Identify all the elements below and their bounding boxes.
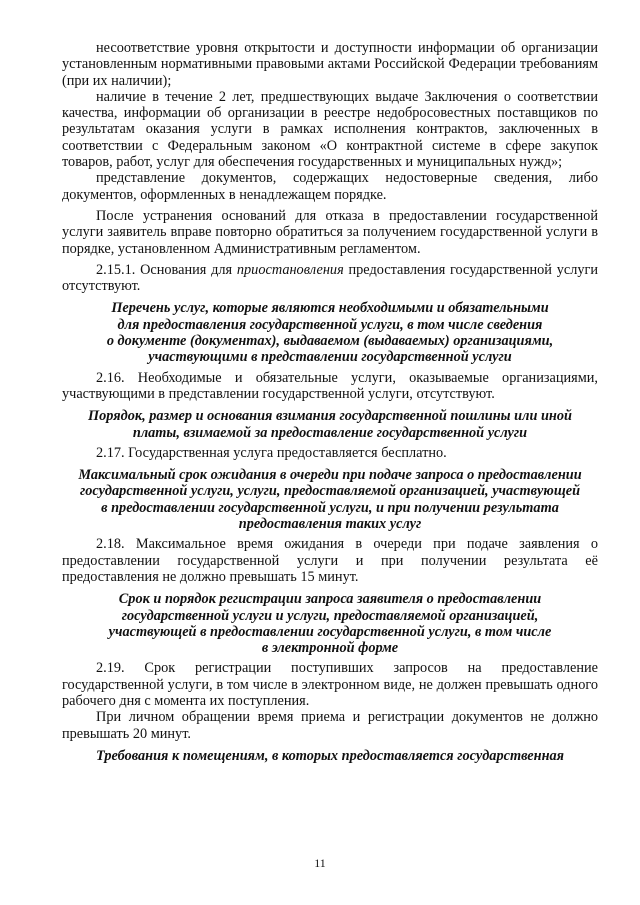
document-page: [62, 40, 598, 768]
heading-line: Максимальный срок ожидания в очереди при подаче запроса о предоставлении: [78, 467, 582, 484]
heading-registration: [62, 591, 598, 656]
paragraph-2-15-1-prefix: 2.15.1. Основания для: [96, 261, 237, 278]
heading-line: для предоставления государственной услуги, в том числе сведения: [117, 316, 543, 333]
heading-line: Требования к помещениям, в которых предоставляется государственная: [95, 747, 565, 764]
paragraph-registry: наличие в течение 2 лет, предшествующих выдаче Заключения о соответствии качества, информации об организации в реестре недобросовестных поставщиков по результатам оказания услуги в рамках исполнения контрактов, заключенных в соответствии с Федеральным законом «О контрактной системе в сфере закупок товаров, работ, услуг для обеспечения государственных и муниципальных нужд»;: [62, 88, 598, 171]
heading-line: государственной услуги и услуги, предоставляемой организацией,: [121, 607, 539, 624]
paragraph-2-19: 2.19. Срок регистрации поступивших запросов на предоставление государственной услуги, в том числе в электронном виде, не должен превышать одного рабочего дня с момента их поступления.: [62, 660, 598, 709]
heading-line: предоставления таких услуг: [238, 516, 422, 533]
heading-line: Перечень услуг, которые являются необходимыми и обязательными: [111, 300, 549, 317]
heading-premises: [62, 748, 598, 764]
paragraph-2-16: 2.16. Необходимые и обязательные услуги, оказываемые организациями, участвующими в представлении государственной услуги, отсутствуют.: [62, 369, 598, 402]
paragraph-2-18: 2.18. Максимальное время ожидания в очереди при подаче заявления о предоставлении государственной услуги и при получении результата её предоставления не должно превышать 15 минут.: [62, 536, 598, 585]
heading-line: участвующими в представлении государственной услуги: [148, 349, 512, 366]
heading-line: о документе (документах), выдаваемом (выдаваемых) организациями,: [106, 333, 554, 350]
heading-line: участвующей в предоставлении государственной услуги, в том числе: [108, 623, 552, 640]
paragraph-2-15-1-italic: приостановления: [236, 261, 344, 278]
heading-line: платы, взимаемой за предоставление государственной услуги: [132, 424, 528, 441]
heading-required-services: [62, 300, 598, 365]
heading-line: в электронной форме: [261, 640, 399, 657]
paragraph-false-documents: представление документов, содержащих недостоверные сведения, либо документов, оформленных в ненадлежащем порядке.: [62, 170, 598, 203]
paragraph-2-15-1: [62, 262, 598, 295]
heading-line: государственной услуги, услуги, предоставляемой организацией, участвующей: [79, 483, 581, 500]
heading-line: Срок и порядок регистрации запроса заявителя о предоставлении: [118, 591, 542, 608]
paragraph-personal-visit: При личном обращении время приема и регистрации документов не должно превышать 20 минут.: [62, 709, 598, 742]
paragraph-openness: несоответствие уровня открытости и доступности информации об организации установленным нормативными правовыми актами Российской Федерации требованиям (при их наличии);: [62, 40, 598, 89]
paragraph-2-17: 2.17. Государственная услуга предоставляется бесплатно.: [96, 444, 447, 461]
heading-fees: [62, 408, 598, 441]
heading-waiting-time: [62, 467, 598, 532]
heading-line: в предоставлении государственной услуги, и при получении результата: [101, 499, 559, 516]
paragraph-reapply: После устранения оснований для отказа в предоставлении государственной услуги заявитель вправе повторно обратиться за получением государственной услуги в порядке, установленном Административным регламентом.: [62, 207, 598, 257]
page-number: 11: [314, 856, 326, 870]
paragraph-2-15-1-suffix: предоставления государственной услуги отсутствуют.: [62, 261, 598, 295]
heading-line: Порядок, размер и основания взимания государственной пошлины или иной: [88, 408, 572, 425]
